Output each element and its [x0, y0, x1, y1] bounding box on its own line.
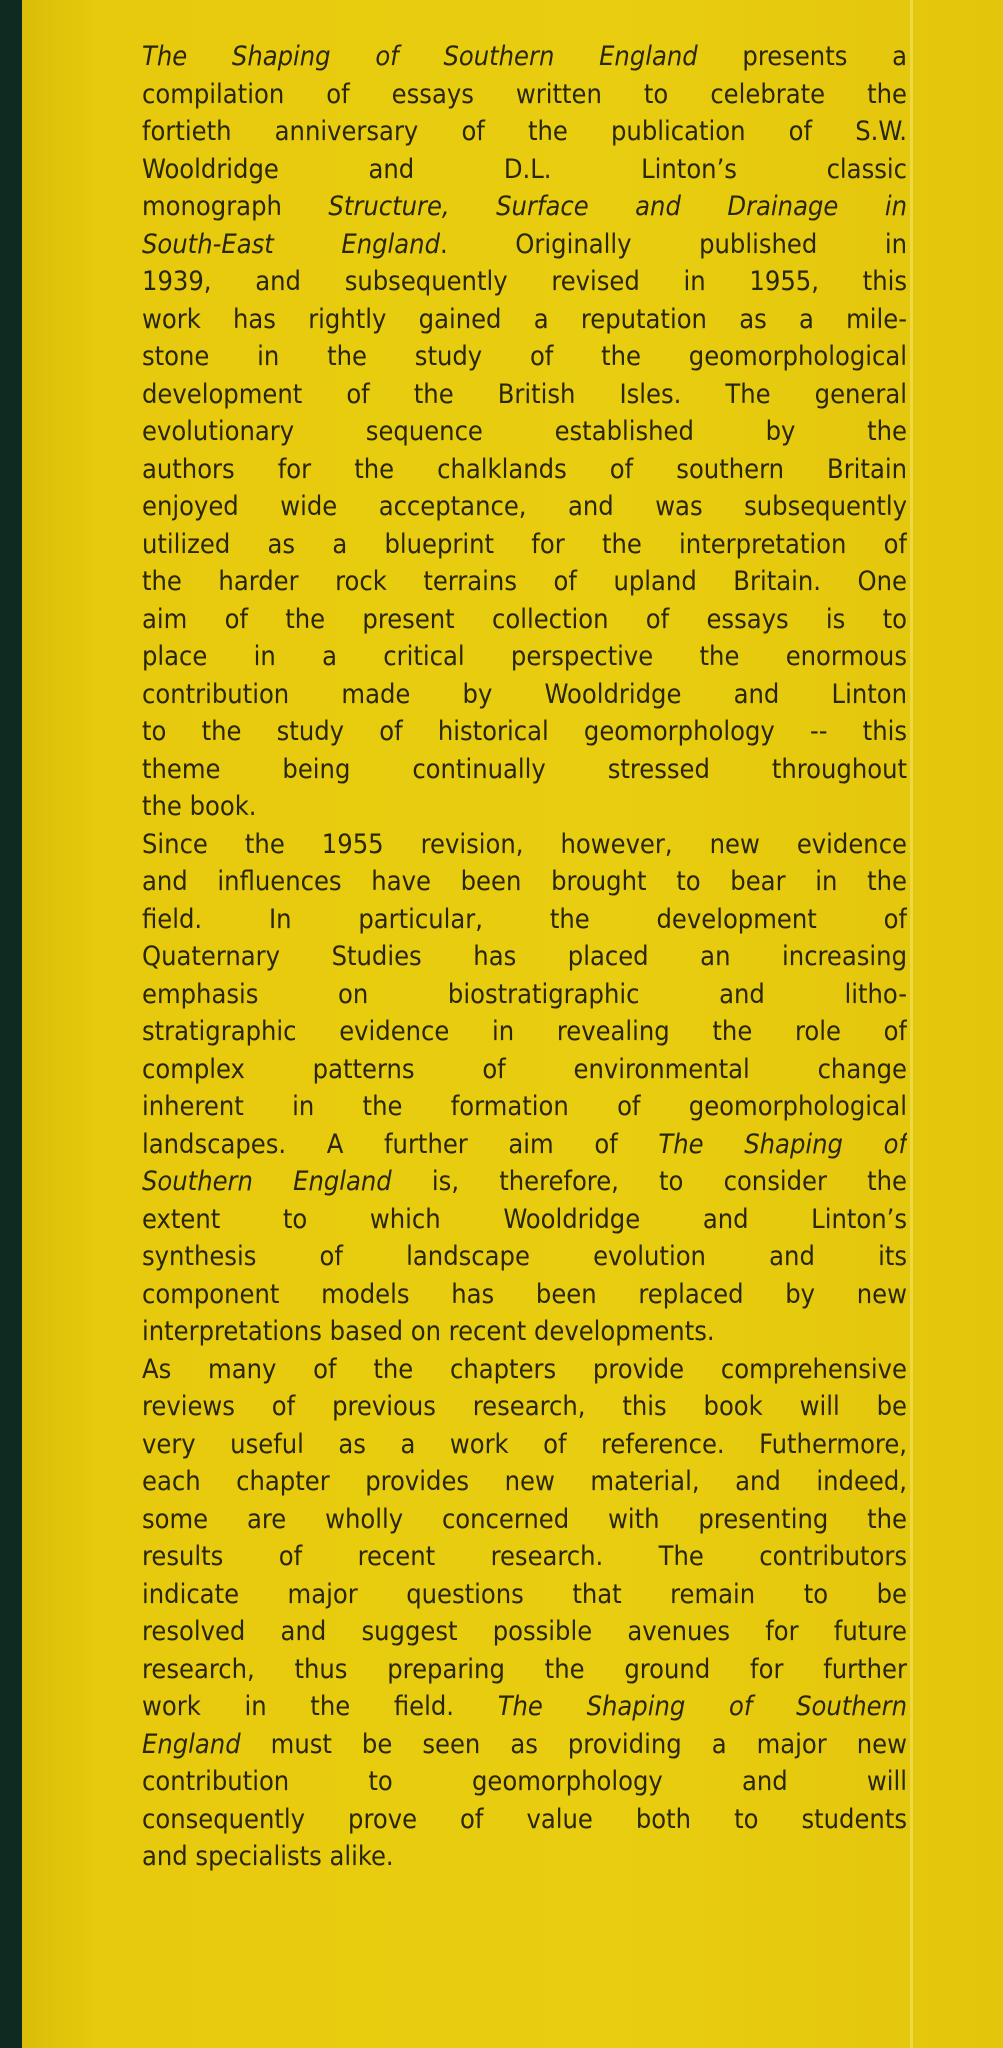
text-line: [142, 713, 907, 751]
text-segment: utilized as a blueprint for the interpretation of: [142, 528, 907, 560]
text-segment: inherent in the formation of geomorphological: [142, 1091, 907, 1122]
text-segment: aim of the present collection of essays is to: [142, 603, 907, 635]
text-line: [142, 1051, 907, 1089]
text-segment: contribution to geomorphology and will: [142, 1766, 907, 1797]
text-segment: authors for the chalklands of southern Britain: [142, 453, 907, 485]
text-line: [142, 863, 907, 901]
text-segment: development of the British Isles. The general: [142, 378, 907, 410]
text-segment: enjoyed wide acceptance, and was subsequently: [142, 491, 907, 522]
italic-title-text: The Shaping of Southern: [497, 1691, 907, 1722]
text-line: [142, 1501, 907, 1539]
text-line: [142, 338, 907, 376]
text-segment: interpretations based on recent developments.: [142, 1316, 715, 1347]
text-segment: evolutionary sequence established by the: [142, 416, 907, 447]
text-segment: fortieth anniversary of the publication of S.W.: [142, 116, 907, 147]
text-segment: stratigraphic evidence in revealing the role of: [142, 1016, 907, 1047]
text-segment: place in a critical perspective the enormous: [142, 641, 907, 672]
text-segment: complex patterns of environmental change: [142, 1053, 907, 1085]
text-line: [142, 526, 907, 564]
text-segment: work has rightly gained a reputation as a mile-: [142, 303, 907, 335]
text-line: [142, 1688, 907, 1726]
text-line: [142, 1276, 907, 1314]
italic-title-text: The Shaping of Southern England: [142, 41, 698, 72]
text-line: [142, 1313, 907, 1351]
text-segment: presents a: [697, 41, 907, 72]
text-segment: must be seen as providing a major new: [240, 1728, 907, 1760]
text-segment: stone in the study of the geomorphological: [142, 341, 907, 372]
text-line: [142, 413, 907, 451]
text-segment: As many of the chapters provide comprehensive: [142, 1353, 907, 1385]
text-line: [142, 601, 907, 639]
text-line: [142, 1388, 907, 1426]
text-line: [142, 1126, 907, 1164]
text-line: [142, 1651, 907, 1689]
light-glare-strip: [910, 0, 913, 2048]
text-segment: landscapes. A further aim of: [142, 1128, 659, 1160]
text-line: [142, 488, 907, 526]
text-segment: compilation of essays written to celebrate the: [142, 78, 907, 110]
text-line: [142, 151, 907, 189]
text-segment: contribution made by Wooldridge and Linton: [142, 678, 907, 710]
text-segment: each chapter provides new material, and indeed,: [142, 1466, 907, 1497]
text-segment: Wooldridge and D.L. Linton’s classic: [142, 153, 907, 185]
text-segment: is, therefore, to consider the: [391, 1166, 907, 1197]
text-line: [142, 38, 907, 76]
text-line: [142, 901, 907, 939]
text-segment: research, thus preparing the ground for further: [142, 1653, 907, 1685]
text-line: [142, 938, 907, 976]
text-segment: resolved and suggest possible avenues for future: [142, 1616, 907, 1647]
text-line: [142, 1838, 907, 1876]
text-line: [142, 1238, 907, 1276]
text-segment: field. In particular, the development of: [142, 903, 907, 935]
text-line: [142, 676, 907, 714]
text-segment: monograph: [142, 191, 329, 222]
text-line: [142, 226, 907, 264]
text-segment: consequently prove of value both to students: [142, 1803, 907, 1835]
text-line: [142, 301, 907, 339]
text-line: [142, 638, 907, 676]
text-line: [142, 1013, 907, 1051]
text-line: [142, 1201, 907, 1239]
text-segment: and specialists alike.: [142, 1841, 394, 1872]
text-line: [142, 563, 907, 601]
text-line: [142, 113, 907, 151]
text-line: [142, 263, 907, 301]
text-segment: emphasis on biostratigraphic and litho-: [142, 978, 907, 1010]
text-segment: results of recent research. The contributors: [142, 1541, 907, 1572]
text-segment: . Originally published in: [440, 228, 907, 260]
text-line: [142, 451, 907, 489]
italic-title-text: South-East England: [142, 228, 440, 260]
text-line: [142, 188, 907, 226]
text-segment: the book.: [142, 791, 257, 822]
text-segment: theme being continually stressed throughout: [142, 753, 907, 785]
text-segment: synthesis of landscape evolution and its: [142, 1241, 907, 1272]
text-segment: work in the field.: [142, 1691, 498, 1722]
text-segment: Since the 1955 revision, however, new evidence: [142, 828, 907, 860]
text-line: [142, 788, 907, 826]
text-line: [142, 826, 907, 864]
text-segment: Quaternary Studies has placed an increasing: [142, 941, 907, 972]
text-segment: the harder rock terrains of upland Britain. One: [142, 566, 907, 597]
text-segment: some are wholly concerned with presenting the: [142, 1503, 907, 1535]
text-segment: and influences have been brought to bear in the: [142, 866, 907, 897]
text-line: [142, 1351, 907, 1389]
text-line: [142, 1801, 907, 1839]
text-line: [142, 1613, 907, 1651]
text-line: [142, 1726, 907, 1764]
text-line: [142, 1426, 907, 1464]
text-line: [142, 1088, 907, 1126]
text-line: [142, 1763, 907, 1801]
text-segment: reviews of previous research, this book will be: [142, 1391, 907, 1422]
text-segment: very useful as a work of reference. Futhermore,: [142, 1428, 907, 1460]
text-segment: indicate major questions that remain to be: [142, 1578, 907, 1610]
italic-title-text: Structure, Surface and Drainage in: [328, 191, 907, 222]
italic-title-text: The Shaping of: [658, 1128, 907, 1160]
italic-title-text: Southern England: [142, 1166, 392, 1197]
text-line: [142, 1576, 907, 1614]
text-line: [142, 1463, 907, 1501]
italic-title-text: England: [142, 1728, 241, 1760]
text-line: [142, 1163, 907, 1201]
text-line: [142, 976, 907, 1014]
text-segment: component models has been replaced by new: [142, 1278, 907, 1310]
text-segment: extent to which Wooldridge and Linton’s: [142, 1203, 907, 1235]
text-segment: to the study of historical geomorphology -- this: [142, 716, 907, 747]
blurb-text: [142, 38, 907, 1876]
text-line: [142, 76, 907, 114]
text-line: [142, 1538, 907, 1576]
text-line: [142, 376, 907, 414]
text-segment: 1939, and subsequently revised in 1955, this: [142, 266, 907, 297]
text-line: [142, 751, 907, 789]
book-spine-edge: [0, 0, 22, 2048]
